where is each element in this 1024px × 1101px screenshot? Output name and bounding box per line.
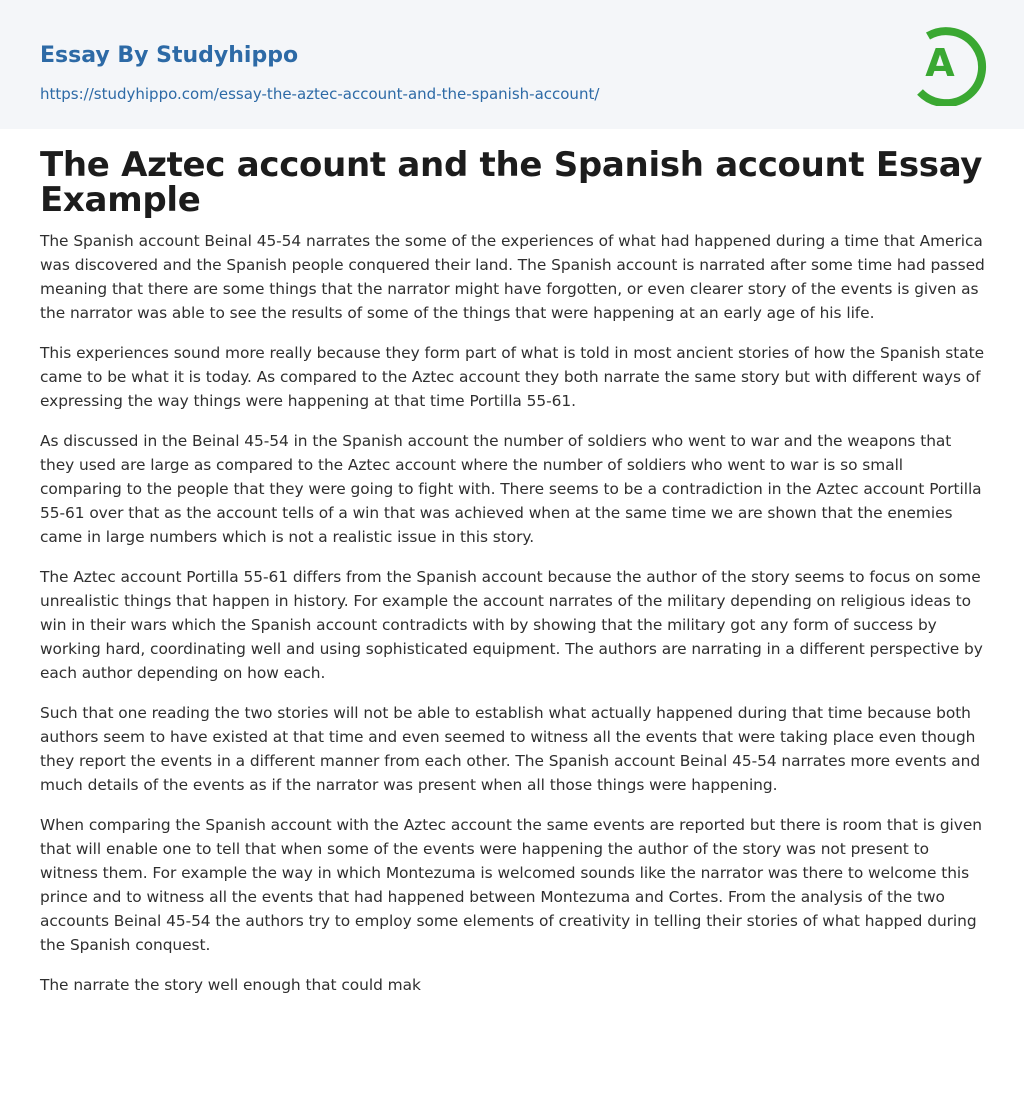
essay-paragraph: As discussed in the Beinal 45-54 in the Spanish account the number of soldiers who went to war and the weapons that they used are large as compared to the Aztec account where the number of soldiers who went to war is so small comparing to the people that they were going to fight with. There seems to be a contradiction in the Aztec account Portilla 55-61 over that as the account tells of a win that was achieved when at the same time we are shown that the enemies came in large numbers which is not a realistic issue in this story.: [40, 432, 982, 546]
logo-ring-icon: [910, 18, 988, 106]
essay-paragraph: The Aztec account Portilla 55-61 differs from the Spanish account because the author of the story seems to focus on some unrealistic things that happen in history. For example the account narrates of the military depending on religious ideas to win in their wars which the Spanish account contradicts with by showing that the military got any form of success by working hard, coordinating well and using sophisticated equipment. The authors are narrating in a different perspective by each author depending on how each.: [40, 568, 983, 682]
essay-paragraph: Such that one reading the two stories will not be able to establish what actually happened during that time because both authors seem to have existed at that time and even seemed to witness all the events that were taking place even though they report the events in a different manner from each other. The Spanish account Beinal 45-54 narrates more events and much details of the events as if the narrator was present when all those things were happening.: [40, 704, 981, 794]
essay-url-link[interactable]: https://studyhippo.com/essay-the-aztec-account-and-the-spanish-account/: [40, 85, 600, 103]
essay-paragraph-truncated: The narrate the story well enough that could mak: [40, 976, 421, 994]
essay-paragraph: When comparing the Spanish account with the Aztec account the same events are reported but there is room that is given that will enable one to tell that when some of the events were happening the author of the story was not present to witness them. For example the way in which Montezuma is welcomed sounds like the narrator was there to welcome this prince and to witness all the events that had happened between Montezuma and Cortes. From the analysis of the two accounts Beinal 45-54 the authors try to employ some elements of creativity in telling their stories of what happed during the Spanish conquest.: [40, 816, 982, 954]
essay-paragraph: The Spanish account Beinal 45-54 narrates the some of the experiences of what had happened during a time that America was discovered and the Spanish people conquered their land. The Spanish account is narrated after some time had passed meaning that there are some things that the narrator might have forgotten, or even clearer story of the events is given as the narrator was able to see the results of some of the things that were happening at an early age of his life.: [40, 232, 985, 322]
logo-letter: A: [925, 41, 955, 85]
site-brand[interactable]: Essay By Studyhippo: [40, 43, 299, 68]
page-title: The Aztec account and the Spanish account Essay Example: [40, 145, 983, 220]
essay-paragraph: This experiences sound more really because they form part of what is told in most ancient stories of how the Spanish state came to be what it is today. As compared to the Aztec account they both narrate the same story but with different ways of expressing the way things were happening at that time Portilla 55-61.: [40, 344, 985, 410]
studyhippo-logo[interactable]: [910, 18, 988, 106]
essay-body: [40, 229, 986, 1013]
site-header: [0, 0, 1024, 129]
